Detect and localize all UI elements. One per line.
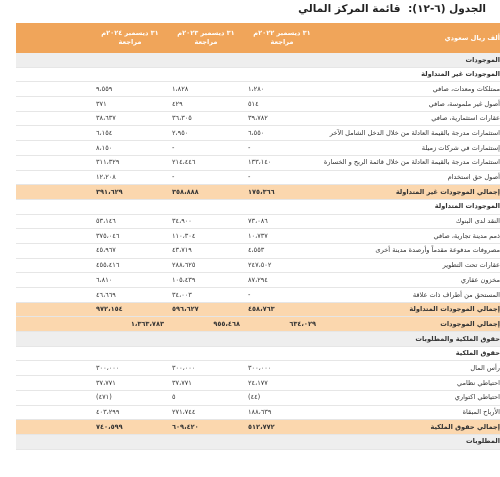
row-value: ١٣٣،١٤٠: [244, 155, 320, 170]
row-value: ٦٣٤،٠٢٩: [244, 317, 320, 332]
row-value: [244, 332, 320, 347]
row-value: ٢٤،١٧٧: [244, 376, 320, 391]
row-label: النقد لدى البنوك: [320, 214, 500, 229]
row-value: ١٢،٢٠٨: [92, 170, 168, 185]
table-row: [16, 214, 500, 229]
row-value: ٢٧١،٧٤٤: [168, 405, 244, 420]
header-col-2023: [168, 23, 244, 53]
row-label: إستثمارات في شركات زميلة: [320, 141, 500, 156]
table-row: [16, 273, 500, 288]
table-header-row: [16, 23, 500, 53]
table-row: [16, 229, 500, 244]
header-date: ٣١ ديسمبر ٢٠٢٢م: [253, 29, 311, 38]
row-value: ٤٠٣،٢٩٩: [92, 405, 168, 420]
row-value: -: [244, 288, 320, 303]
row-label: الموجودات غير المتداولة: [320, 67, 500, 82]
row-spacer: [16, 434, 92, 449]
row-value: ٣٥٨،٨٨٨: [168, 185, 244, 200]
row-value: ٦٠٩،٤٢٠: [168, 420, 244, 435]
header-note: مراجعة: [194, 38, 218, 46]
row-value: ٣٧،٧٧١: [92, 376, 168, 391]
row-value: -: [168, 141, 244, 156]
row-spacer: [16, 199, 92, 214]
row-value: -: [168, 170, 244, 185]
row-value: ٩،٥٥٩: [92, 82, 168, 97]
row-spacer: [16, 214, 92, 229]
row-value: ٣٧،٧٧١: [168, 376, 244, 391]
row-value: ٧٣،٠٨٦: [244, 214, 320, 229]
row-value: ٤٥،٩٦٧: [92, 243, 168, 258]
row-value: ٥١٤: [244, 97, 320, 112]
row-value: ٤٢٩: [168, 97, 244, 112]
row-value: ١٨٨،٦٣٩: [244, 405, 320, 420]
header-date: ٣١ ديسمبر ٢٠٢٤م: [101, 29, 159, 38]
row-label: أصول حق استخدام: [320, 170, 500, 185]
row-value: [92, 434, 168, 449]
table-row: [16, 82, 500, 97]
table-title: [298, 3, 486, 23]
row-value: ٩٥٥،٤٦٨: [168, 317, 244, 332]
header-date: ٣١ ديسمبر ٢٠٢٣م: [177, 29, 235, 38]
row-label: ذمم مدينة تجارية، صافي: [320, 229, 500, 244]
row-value: [168, 53, 244, 67]
row-label: إجمالي حقوق الملكية: [320, 420, 500, 435]
row-value: ٨،١٥٠: [92, 141, 168, 156]
row-spacer: [16, 67, 92, 82]
section-row: [16, 53, 500, 67]
row-value: ٩٧٢،١٥٤: [92, 302, 168, 317]
row-spacer: [16, 332, 92, 347]
row-label: إجمالي الموجودات المتداولة: [320, 302, 500, 317]
row-label: الأرباح المبقاة: [320, 405, 500, 420]
row-label: استثمارات مدرجة بالقيمة العادلة من خلال الدخل الشامل الآخر: [320, 126, 500, 141]
row-spacer: [16, 258, 92, 273]
row-value: ٤٥٥،٤١٦: [92, 258, 168, 273]
row-value: ٥٩٦،٦٢٧: [168, 302, 244, 317]
row-value: ٣٤،٠٠٣: [168, 288, 244, 303]
row-value: ٤٥٨،٧٦٣: [244, 302, 320, 317]
header-note: مراجعة: [270, 38, 294, 46]
row-value: ٣٧١: [92, 97, 168, 112]
row-spacer: [16, 111, 92, 126]
row-value: [244, 67, 320, 82]
row-label: المستحق من أطراف ذات علاقة: [320, 288, 500, 303]
table-row: [16, 258, 500, 273]
row-value: ٢١٤،٤٤٦: [168, 155, 244, 170]
row-label: رأس المال: [320, 361, 500, 376]
subtotal-row: [16, 302, 500, 317]
row-label: إجمالي الموجودات: [320, 317, 500, 332]
row-value: ٢،٩٥٠: [168, 126, 244, 141]
row-value: ٥١٢،٧٧٢: [244, 420, 320, 435]
table-row: [16, 170, 500, 185]
row-value: ٣٠٠،٠٠٠: [244, 361, 320, 376]
row-label: حقوق الملكية والمطلوبات: [320, 332, 500, 347]
row-spacer: [16, 82, 92, 97]
subtotal-row: [16, 185, 500, 200]
row-value: ٥٣،١٤٦: [92, 214, 168, 229]
row-label: مخزون عقاري: [320, 273, 500, 288]
row-value: ٧٤٠،٥٩٩: [92, 420, 168, 435]
row-value: ١٧٥،٣٦٦: [244, 185, 320, 200]
table-body: [16, 23, 500, 449]
row-value: ٣٧٥،٠٤٦: [92, 229, 168, 244]
row-value: [244, 434, 320, 449]
row-value: ٤٣،٧١٩: [168, 243, 244, 258]
row-label: المطلوبات: [320, 434, 500, 449]
row-value: [244, 346, 320, 361]
row-value: ٣١١،٣٢٩: [92, 155, 168, 170]
row-label: إجمالي الموجودات غير المتداولة: [320, 185, 500, 200]
row-label: استثمارات مدرجة بالقيمة العادلة من خلال قائمة الربح و الخسارة: [320, 155, 500, 170]
row-spacer: [16, 405, 92, 420]
header-col-2024: [92, 23, 168, 53]
row-spacer: [16, 346, 92, 361]
row-spacer: [16, 229, 92, 244]
row-spacer: [16, 97, 92, 112]
row-value: [92, 67, 168, 82]
table-row: [16, 126, 500, 141]
row-spacer: [16, 126, 92, 141]
section-row: [16, 434, 500, 449]
row-label: الموجودات المتداولة: [320, 199, 500, 214]
row-value: (٤٧١): [92, 390, 168, 405]
row-value: ٦،٨١٠: [92, 273, 168, 288]
row-label: عقارات استثمارية، صافي: [320, 111, 500, 126]
row-value: ٣٨،٦٣٧: [92, 111, 168, 126]
row-value: ٨٧،٢٩٤: [244, 273, 320, 288]
grand-total-row: [16, 317, 500, 332]
row-label: عقارات تحت التطوير: [320, 258, 500, 273]
row-spacer: [16, 141, 92, 156]
row-value: ١٠٥،٤٣٩: [168, 273, 244, 288]
table-row: [16, 288, 500, 303]
row-value: -: [244, 141, 320, 156]
row-value: ٤،٥٥٣: [244, 243, 320, 258]
section-row: [16, 199, 500, 214]
row-value: [92, 199, 168, 214]
table-caption: الجدول (٦-١٢):: [408, 3, 486, 15]
row-spacer: [16, 170, 92, 185]
row-spacer: [16, 288, 92, 303]
row-value: ١٠،٧٣٧: [244, 229, 320, 244]
row-value: [168, 434, 244, 449]
row-value: ٣٩،٧٨٢: [244, 111, 320, 126]
row-spacer: [16, 243, 92, 258]
row-value: ٣٩١،٦٢٩: [92, 185, 168, 200]
row-value: (٤٤): [244, 390, 320, 405]
row-value: ٣٤،٩٠٠: [168, 214, 244, 229]
section-row: [16, 67, 500, 82]
row-value: ١١٠،٣٠٤: [168, 229, 244, 244]
row-spacer: [16, 302, 92, 317]
row-label: الموجودات: [320, 53, 500, 67]
row-value: ٤٦،٦٦٩: [92, 288, 168, 303]
row-spacer: [16, 185, 92, 200]
table-row: [16, 141, 500, 156]
row-value: [92, 332, 168, 347]
row-spacer: [16, 317, 92, 332]
table-row: [16, 376, 500, 391]
section-row: [16, 332, 500, 347]
row-value: ٣٠٠،٠٠٠: [92, 361, 168, 376]
table-row: [16, 243, 500, 258]
row-spacer: [16, 53, 92, 67]
financial-position-table: [16, 23, 500, 450]
row-spacer: [16, 361, 92, 376]
header-note: مراجعة: [118, 38, 142, 46]
row-value: [92, 346, 168, 361]
row-value: [92, 53, 168, 67]
table-row: [16, 361, 500, 376]
row-value: [168, 346, 244, 361]
row-spacer: [16, 420, 92, 435]
row-label: حقوق الملكية: [320, 346, 500, 361]
row-value: ٣٠٠،٠٠٠: [168, 361, 244, 376]
row-value: [168, 67, 244, 82]
row-value: ٦،٥٥٠: [244, 126, 320, 141]
row-value: ١،٨٢٨: [168, 82, 244, 97]
table-row: [16, 390, 500, 405]
table-row: [16, 405, 500, 420]
row-value: [168, 199, 244, 214]
row-value: ٢٨٨،٦٢٥: [168, 258, 244, 273]
row-label: ممتلكات ومعدات، صافي: [320, 82, 500, 97]
row-value: [168, 332, 244, 347]
subtotal-row: [16, 420, 500, 435]
row-value: -: [244, 170, 320, 185]
row-value: ١،٣٦٣،٧٨٣: [92, 317, 168, 332]
table-row: [16, 97, 500, 112]
header-spacer: [16, 23, 92, 53]
table-row: [16, 155, 500, 170]
row-value: [244, 199, 320, 214]
row-value: ٦،١٥٤: [92, 126, 168, 141]
row-value: ٥: [168, 390, 244, 405]
row-spacer: [16, 390, 92, 405]
header-label: ألف ريال سعودي: [320, 23, 500, 53]
row-value: [244, 53, 320, 67]
table-name: قائمة المركز المالي: [298, 3, 401, 15]
row-label: احتياطي نظامي: [320, 376, 500, 391]
table-row: [16, 111, 500, 126]
row-value: ٣٦،٣٠٥: [168, 111, 244, 126]
row-spacer: [16, 155, 92, 170]
row-label: احتياطي اكتواري: [320, 390, 500, 405]
row-label: أصول غير ملموسة، صافي: [320, 97, 500, 112]
row-label: مصروفات مدفوعة مقدماً وأرصدة مدينة أخرى: [320, 243, 500, 258]
row-value: ٢٤٧،٥٠٢: [244, 258, 320, 273]
row-value: ١،٢٨٠: [244, 82, 320, 97]
header-col-2022: [244, 23, 320, 53]
row-spacer: [16, 273, 92, 288]
section-row: [16, 346, 500, 361]
row-spacer: [16, 376, 92, 391]
